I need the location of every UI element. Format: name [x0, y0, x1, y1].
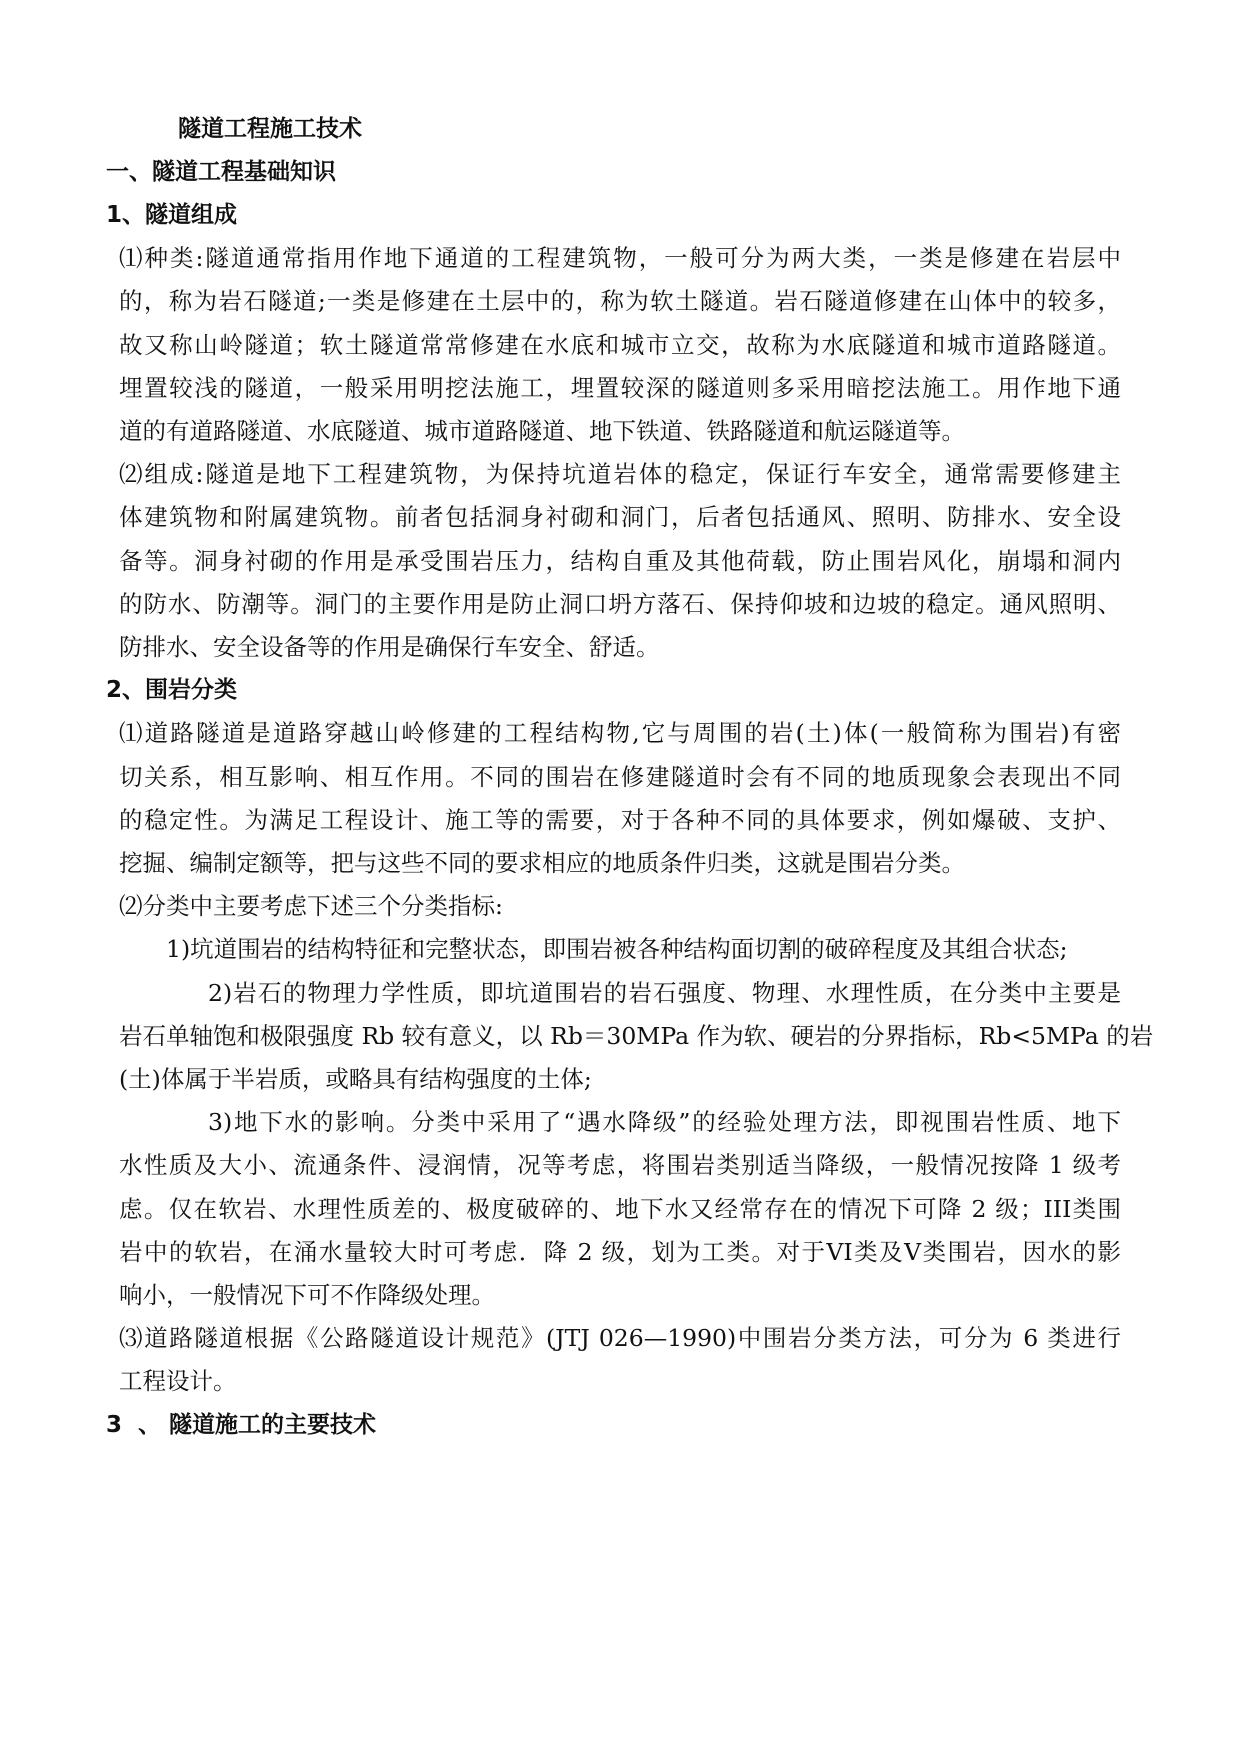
text-line: ⑵组成:隧道是地下工程建筑物，为保持坑道岩体的稳定，保证行车安全，通常需要修建主 — [119, 460, 1121, 488]
subsection-heading-2: 2、围岩分类 — [106, 677, 238, 703]
text-line: 2)岩石的物理力学性质，即坑道围岩的岩石强度、物理、水理性质，在分类中主要是 — [208, 979, 1121, 1007]
text-line: (土)体属于半岩质，或略具有结构强度的土体; — [119, 1065, 592, 1093]
text-line: 工程设计。 — [119, 1367, 237, 1395]
text-line: 切关系，相互影响、相互作用。不同的围岩在修建隧道时会有不同的地质现象会表现出不同 — [119, 763, 1121, 791]
text-line: 体建筑物和附属建筑物。前者包括洞身衬砌和洞门，后者包括通风、照明、防排水、安全设 — [119, 503, 1121, 531]
paragraph-indicators-intro: ⑵分类中主要考虑下述三个分类指标: — [119, 892, 503, 920]
text-line: 故又称山岭隧道；软土隧道常常修建在水底和城市立交，故称为水底隧道和城市道路隧道。 — [119, 331, 1121, 359]
subsection-heading-1: 1、隧道组成 — [106, 202, 238, 228]
text-line: 防排水、安全设备等的作用是确保行车安全、舒适。 — [119, 633, 660, 661]
text-line: 的，称为岩石隧道;一类是修建在土层中的，称为软土隧道。岩石隧道修建在山体中的较多， — [119, 287, 1121, 315]
text-line: 岩中的软岩，在涌水量较大时可考虑．降 2 级，划为工类。对于VI类及Ⅴ类围岩，因水的影 — [119, 1238, 1121, 1266]
text-line: 的稳定性。为满足工程设计、施工等的需要，对于各种不同的具体要求，例如爆破、支护、 — [119, 806, 1121, 834]
text-line: 道的有道路隧道、水底隧道、城市道路隧道、地下铁道、铁路隧道和航运隧道等。 — [119, 417, 965, 445]
document-title: 隧道工程施工技术 — [178, 116, 362, 142]
text-line: 的防水、防潮等。洞门的主要作用是防止洞口坍方落石、保持仰坡和边坡的稳定。通风照明、 — [119, 590, 1121, 618]
paragraph-indicator-1: 1)坑道围岩的结构特征和完整状态，即围岩被各种结构面切割的破碎程度及其组合状态; — [166, 935, 1068, 963]
text-line: 水性质及大小、流通条件、浸润情，况等考虑，将围岩类别适当降级，一般情况按降 1 级考 — [119, 1151, 1121, 1179]
text-line: 虑。仅在软岩、水理性质差的、极度破碎的、地下水又经常存在的情况下可降 2 级；III类围 — [119, 1195, 1121, 1223]
text-line: 挖掘、编制定额等，把与这些不同的要求相应的地质条件归类，这就是围岩分类。 — [119, 849, 965, 877]
text-line: 备等。洞身衬砌的作用是承受围岩压力，结构自重及其他荷载，防止围岩风化，崩塌和洞内 — [119, 547, 1121, 575]
text-line: 3)地下水的影响。分类中采用了“遇水降级”的经验处理方法，即视围岩性质、地下 — [208, 1108, 1121, 1136]
section-heading-1: 一、隧道工程基础知识 — [106, 159, 336, 185]
text-line: 岩石单轴饱和极限强度 Rb 较有意义，以 Rb＝30MPa 作为软、硬岩的分界指标，Rb<5MPa 的岩 — [119, 1022, 1154, 1050]
text-line: ⑶道路隧道根据《公路隧道设计规范》(JTJ 026—1990)中围岩分类方法，可分为 6 类进行 — [119, 1324, 1121, 1352]
text-line: ⑴道路隧道是道路穿越山岭修建的工程结构物,它与周围的岩(土)体(一般简称为围岩)有密 — [119, 719, 1121, 747]
subsection-heading-3: 3 、 隧道施工的主要技术 — [106, 1412, 377, 1438]
text-line: ⑴种类:隧道通常指用作地下通道的工程建筑物，一般可分为两大类，一类是修建在岩层中 — [119, 244, 1121, 272]
text-line: 响小，一般情况下可不作降级处理。 — [119, 1281, 495, 1309]
text-line: 埋置较浅的隧道，一般采用明挖法施工，埋置较深的隧道则多采用暗挖法施工。用作地下通 — [119, 374, 1121, 402]
